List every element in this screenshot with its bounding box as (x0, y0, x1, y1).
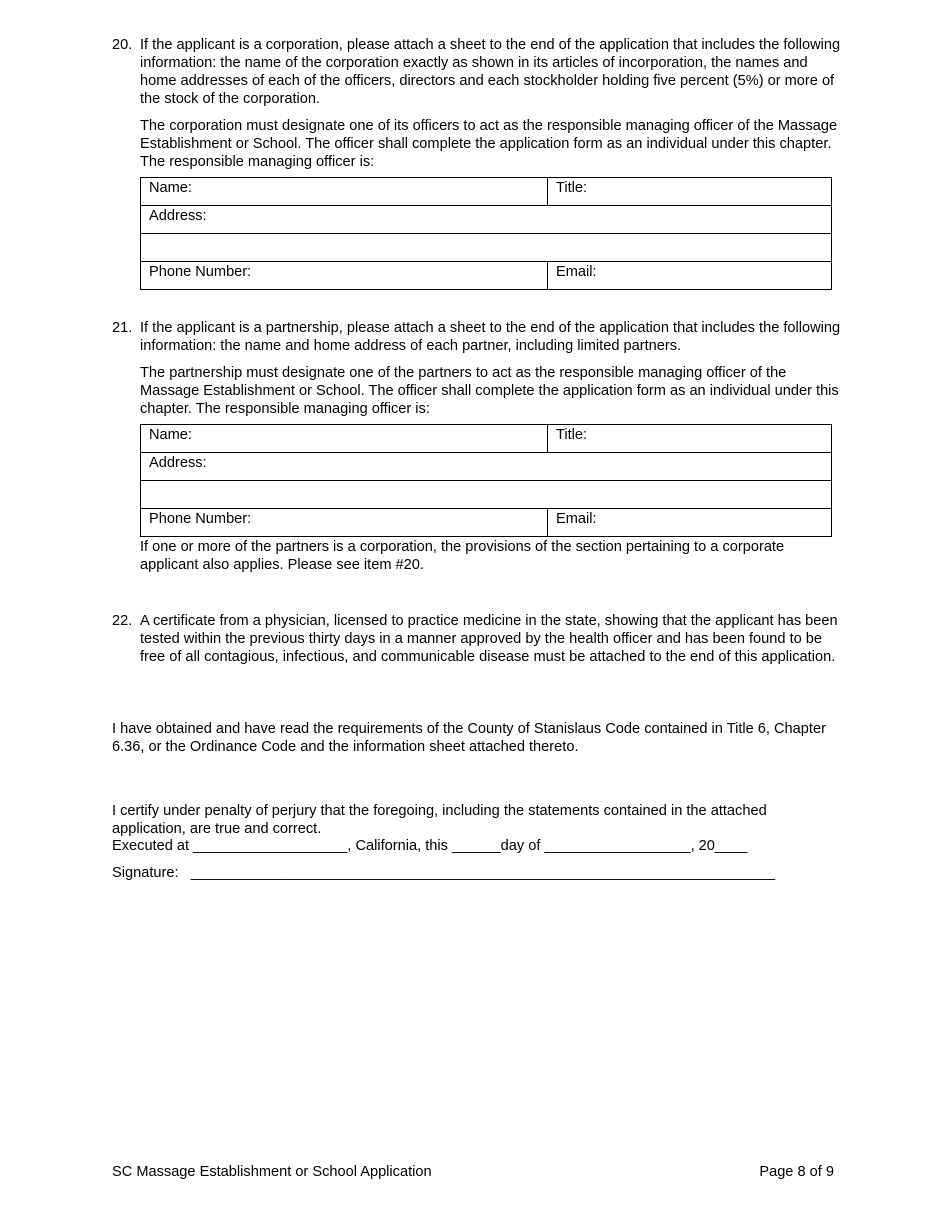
item-21 (112, 319, 842, 574)
page-number: Page 8 of 9 (759, 1164, 834, 1180)
phone-field[interactable]: Phone Number: (141, 262, 548, 290)
title-field[interactable]: Title: (548, 425, 832, 453)
partnership-officer-form (140, 424, 832, 537)
item-20-paragraph-1: If the applicant is a corporation, please attach a sheet to the end of the application that includes the following information: the name of the corporation exactly as shown in its articles of incorporation, the names and home addresses of each of the officers, directors and each stockholder holding five percent (5%) or more of the stock of the corporation. (140, 37, 841, 107)
name-field[interactable]: Name: (141, 178, 548, 206)
item-number: 20. (112, 37, 133, 53)
email-field[interactable]: Email: (548, 509, 832, 537)
phone-field[interactable]: Phone Number: (141, 509, 548, 537)
title-field[interactable]: Title: (548, 178, 832, 206)
certification-text: I certify under penalty of perjury that the foregoing, including the statements contained in the attached application, are true and correct. (112, 803, 767, 837)
address-field[interactable]: Address: (141, 453, 832, 481)
corporation-officer-form (140, 177, 832, 290)
item-22-paragraph: A certificate from a physician, licensed to practice medicine in the state, showing that the applicant has been tested within the previous thirty days in a manner approved by the health officer and has been found to be free of all contagious, infectious, and communicable disease must be attached to the end of this application. (140, 613, 838, 665)
item-20-paragraph-2: The corporation must designate one of its officers to act as the responsible managing officer of the Massage Establishment or School. The officer shall complete the application form as an individual under this chapter. The responsible managing officer is: (140, 118, 838, 170)
item-21-paragraph-1: If the applicant is a partnership, please attach a sheet to the end of the application that includes the following information: the name and home address of each partner, including limited partners. (140, 320, 841, 354)
item-number: 21. (112, 320, 133, 336)
address-field[interactable]: Address: (141, 206, 832, 234)
address-field-line-2[interactable] (141, 234, 832, 262)
address-field-line-2[interactable] (141, 481, 832, 509)
item-20 (112, 36, 842, 290)
email-field[interactable]: Email: (548, 262, 832, 290)
executed-line[interactable]: Executed at ___________________, California, this ______day of __________________, 20____ (112, 838, 748, 854)
name-field[interactable]: Name: (141, 425, 548, 453)
item-21-note: If one or more of the partners is a corporation, the provisions of the section pertaining to a corporate applicant also applies. Please see item #20. (140, 539, 785, 573)
item-number: 22. (112, 613, 133, 629)
acknowledgement-text: I have obtained and have read the requirements of the County of Stanislaus Code contained in Title 6, Chapter 6.36, or the Ordinance Code and the information sheet attached thereto. (112, 721, 826, 755)
footer-title: SC Massage Establishment or School Application (112, 1164, 432, 1180)
signature-line[interactable]: Signature: ________________________________________________________________________ (112, 865, 776, 881)
item-22 (112, 612, 842, 666)
item-21-paragraph-2: The partnership must designate one of the partners to act as the responsible managing officer of the Massage Establishment or School. The officer shall complete the application form as an individual under this chapter. The responsible managing officer is: (140, 365, 839, 417)
